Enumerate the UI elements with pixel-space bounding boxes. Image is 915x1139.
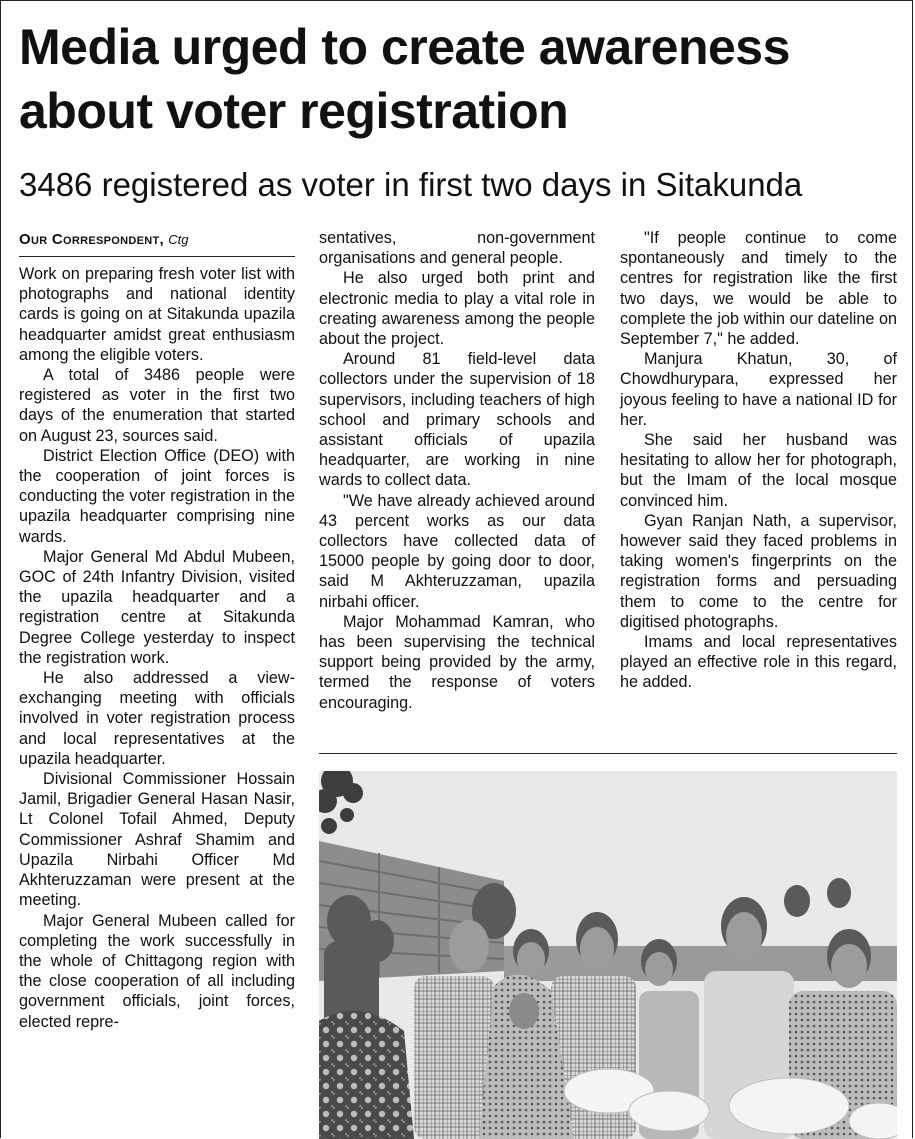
paragraph: "If people continue to come spontaneously and timely to the centres for registration like the first two days, we would be able to complete the job within our dateline on September 7," he added. xyxy=(620,229,897,349)
paragraph: Major Mohammad Kamran, who has been supervising the technical support being provided by the army, termed the response of voters encouraging. xyxy=(319,612,595,712)
paragraph: Major General Mubeen called for completing the work successfully in the whole of Chittagong region with the close cooperation of all including government officials, joint forces, elected repre- xyxy=(19,911,295,1031)
paragraph: "We have already achieved around 43 percent works as our data collectors have collected data of 15000 people by going door to door, said M Akhteruzzaman, upazila nirbahi officer. xyxy=(319,491,595,611)
column-1 xyxy=(19,264,295,1032)
paragraph: District Election Office (DEO) with the cooperation of joint forces is conducting the voter registration in the upazila headquarter comprising nine wards. xyxy=(19,446,295,546)
byline xyxy=(19,231,295,257)
byline-location: Ctg xyxy=(168,232,189,247)
column-divider xyxy=(319,753,897,754)
paragraph: Imams and local representatives played an effective role in this regard, he added. xyxy=(620,633,897,692)
paragraph: He also urged both print and electronic media to play a vital role in creating awareness among the people about the project. xyxy=(319,269,595,349)
paragraph: Gyan Ranjan Nath, a supervisor, however said they faced problems in taking women's fingerprints on the registration forms and persuading them to come to the centre for digitised photographs. xyxy=(620,511,897,631)
paragraph: A total of 3486 people were registered as voter in the first two days of the enumeration that started on August 23, sources said. xyxy=(19,366,295,445)
column-3 xyxy=(620,228,897,693)
paragraph: Work on preparing fresh voter list with photographs and national identity cards is going on at Sitakunda upazila headquarter amidst great enthusiasm among the eligible voters. xyxy=(19,265,295,364)
paragraph: sentatives, non-government organisations and general people. xyxy=(319,229,595,268)
paragraph: Manjura Khatun, 30, of Chowdhurypara, expressed her joyous feeling to have a national ID for her. xyxy=(620,350,897,429)
byline-author: Our Correspondent, xyxy=(19,231,165,248)
paragraph: Divisional Commissioner Hossain Jamil, Brigadier General Hasan Nasir, Lt Colonel Tofail Ahmed, Deputy Commissioner Ashraf Shamim and Upazila Nirbahi Officer Md Akhteruzzaman were present at the meeting. xyxy=(19,770,295,910)
headline: Media urged to create awareness about voter registration xyxy=(19,19,790,139)
paragraph: Major General Md Abdul Mubeen, GOC of 24th Infantry Division, visited the upazila headquarter and a registration centre at Sitakunda Degree College yesterday to inspect the registration work. xyxy=(19,547,295,667)
paragraph: He also addressed a view-exchanging meeting with officials involved in voter registration process and local representatives at the upazila headquarter. xyxy=(19,669,295,768)
paragraph: Around 81 field-level data collectors under the supervision of 18 supervisors, including teachers of high school and primary schools and assistant officials of upazila headquarter, are working in nine wards to collect data. xyxy=(319,350,595,490)
subheadline: 3486 registered as voter in first two days in Sitakunda xyxy=(19,166,803,203)
news-photo xyxy=(319,771,897,1139)
column-2 xyxy=(319,228,595,713)
paragraph: She said her husband was hesitating to allow her for photograph, but the Imam of the local mosque convinced him. xyxy=(620,431,897,510)
